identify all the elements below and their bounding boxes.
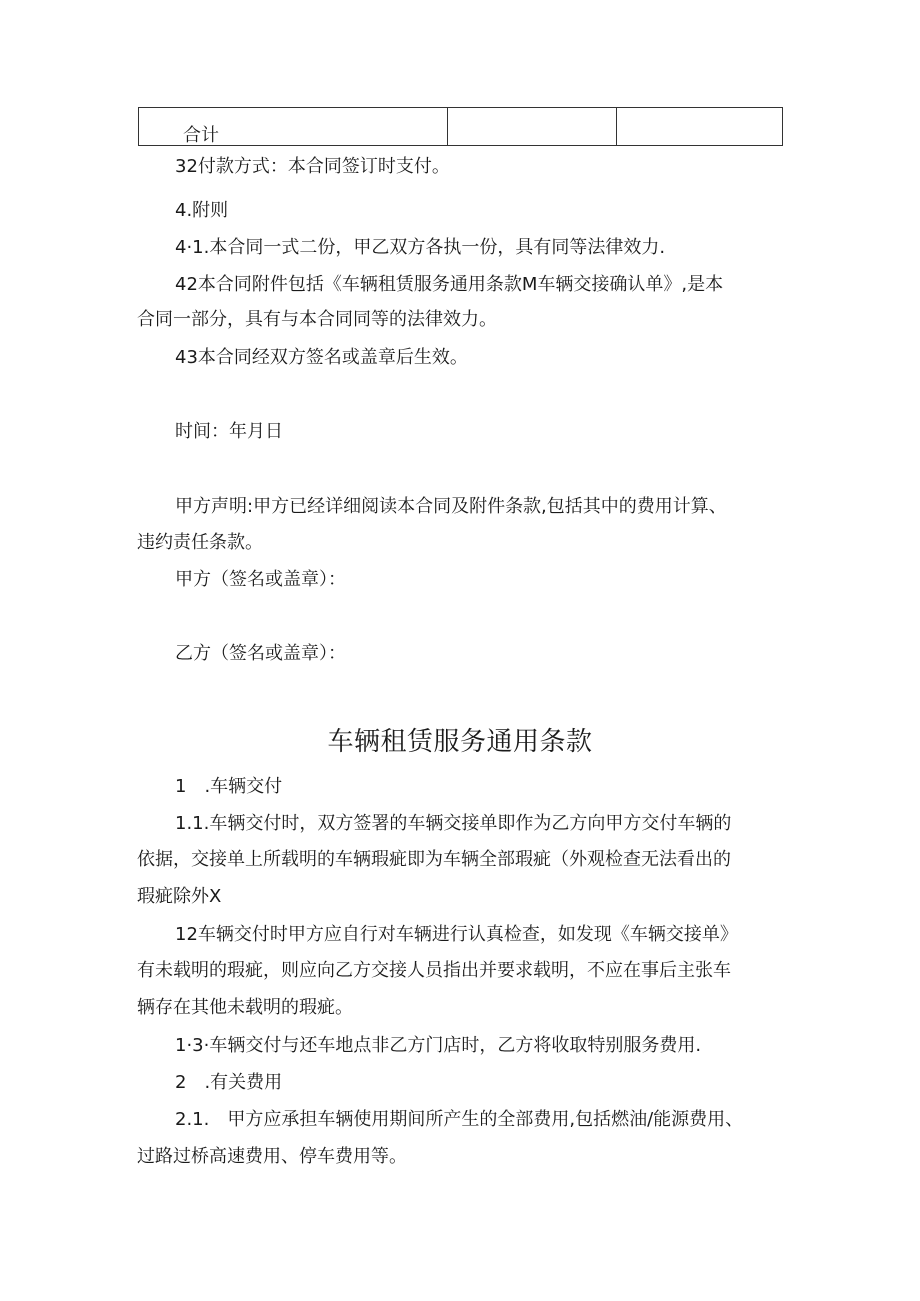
clause-4-1: 4·1.本合同一式二份，甲乙双方各执一份，具有同等法律效力. [175, 237, 666, 258]
summary-table [138, 107, 783, 146]
clause-2-1-line1: 2.1. 甲方应承担车辆使用期间所产生的全部费用,包括燃油/能源费用、 [175, 1109, 744, 1130]
clause-1-1-line3: 瑕疵除外X [137, 886, 222, 907]
date-line: 时间：年月日 [175, 421, 283, 442]
section-2-heading: 2 .有关费用 [175, 1072, 283, 1093]
clause-1-2-line1: 12车辆交付时甲方应自行对车辆进行认真检查，如发现《车辆交接单》 [175, 924, 738, 945]
terms-title: 车辆租赁服务通用条款 [327, 727, 593, 757]
signature-party-a: 甲方（签名或盖章）： [175, 569, 346, 590]
appendix-heading: 4.附则 [175, 200, 229, 221]
clause-1-1-line2: 依据，交接单上所载明的车辆瑕疵即为车辆全部瑕疵（外观检查无法看出的 [137, 849, 731, 870]
clause-1-2-line2: 有未载明的瑕疵，则应向乙方交接人员指出并要求载明，不应在事后主张车 [137, 960, 731, 981]
total-label: 合计 [183, 125, 219, 146]
declaration-line2: 违约责任条款。 [137, 532, 263, 553]
clause-3-2: 32付款方式：本合同签订时支付。 [175, 156, 450, 177]
clause-4-2-line1: 42本合同附件包括《车辆租赁服务通用条款M车辆交接确认单》,是本 [175, 274, 724, 295]
clause-1-2-line3: 辆存在其他未载明的瑕疵。 [137, 997, 353, 1018]
clause-4-2-line2: 合同一部分，具有与本合同同等的法律效力。 [137, 309, 497, 330]
table-cell-empty [448, 108, 616, 146]
clause-2-1-line2: 过路过桥高速费用、停车费用等。 [137, 1146, 407, 1167]
table-row-total [139, 108, 783, 146]
table-cell-label [139, 108, 448, 146]
clause-4-3: 43本合同经双方签名或盖章后生效。 [175, 347, 468, 368]
clause-1-3: 1·3·车辆交付与还车地点非乙方门店时，乙方将收取特别服务费用. [175, 1035, 702, 1056]
section-1-heading: 1 .车辆交付 [175, 776, 283, 797]
signature-party-b: 乙方（签名或盖章）： [175, 643, 346, 664]
declaration-line1: 甲方声明:甲方已经详细阅读本合同及附件条款,包括其中的费用计算、 [175, 496, 727, 517]
clause-1-1-line1: 1.1.车辆交付时，双方签署的车辆交接单即作为乙方向甲方交付车辆的 [175, 813, 732, 834]
table-cell-empty [616, 108, 782, 146]
